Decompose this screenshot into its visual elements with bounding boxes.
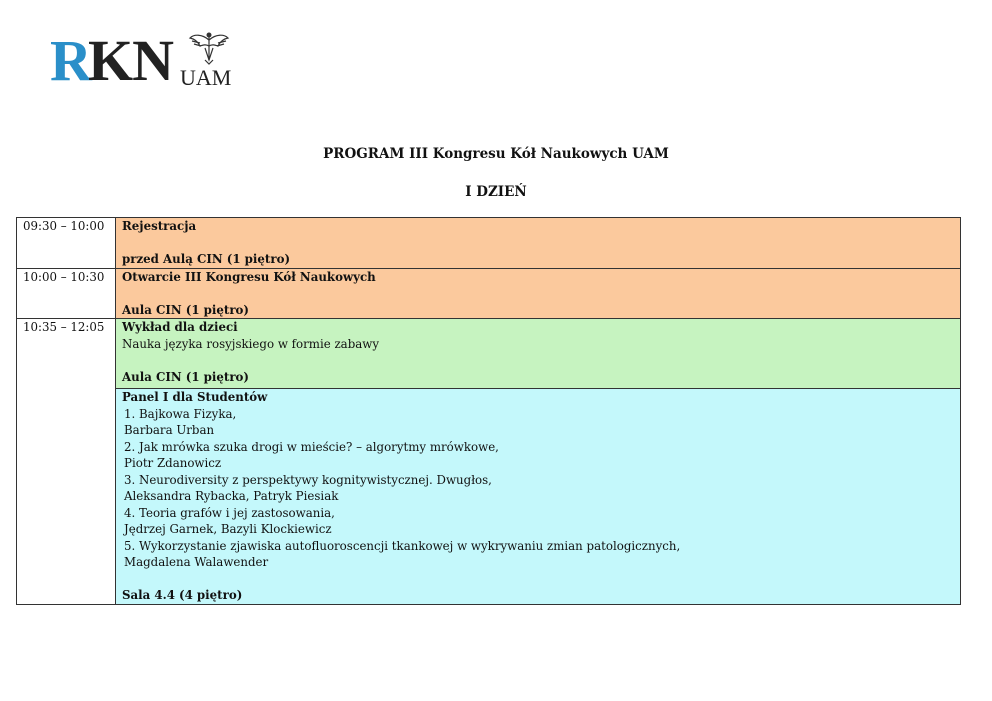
logo-letters-kn: KN bbox=[88, 28, 173, 93]
session-subtitle: Nauka języka rosyjskiego w formie zabawy bbox=[122, 336, 380, 351]
list-item: 4. Teoria grafów i jej zastosowania, bbox=[124, 505, 335, 520]
logo-uam-text: UAM bbox=[180, 65, 232, 90]
list-item: 3. Neurodiversity z perspektywy kognitywistycznej. Dwugłos, bbox=[124, 472, 492, 487]
session-location: Sala 4.4 (4 piętro) bbox=[122, 588, 243, 602]
list-item: Jędrzej Garnek, Bazyli Klockiewicz bbox=[124, 522, 332, 536]
session-cell bbox=[116, 389, 961, 605]
program-title: PROGRAM III Kongresu Kół Naukowych UAM bbox=[323, 146, 669, 162]
session-location: Aula CIN (1 piętro) bbox=[122, 302, 250, 317]
session-cell bbox=[116, 268, 961, 319]
time-cell: 10:35 – 12:05 bbox=[17, 319, 116, 605]
session-cell bbox=[116, 218, 961, 269]
session-title: Rejestracja bbox=[122, 219, 197, 233]
day-heading: I DZIEŃ bbox=[465, 184, 527, 200]
rkn-uam-logo bbox=[50, 30, 240, 92]
table-row bbox=[17, 389, 961, 605]
session-title: Wykład dla dzieci bbox=[122, 320, 238, 334]
session-location: Aula CIN (1 piętro) bbox=[122, 369, 250, 384]
list-item: 5. Wykorzystanie zjawiska autofluoroscencji tkankowej w wykrywaniu zmian patologicznych, bbox=[124, 538, 681, 553]
list-item: 2. Jak mrówka szuka drogi w mieście? – algorytmy mrówkowe, bbox=[124, 439, 499, 454]
list-item: 1. Bajkowa Fizyka, bbox=[124, 406, 237, 421]
table-row bbox=[17, 319, 961, 389]
time-cell: 09:30 – 10:00 bbox=[17, 218, 116, 269]
session-location: przed Aulą CIN (1 piętro) bbox=[122, 252, 291, 266]
session-title: Panel I dla Studentów bbox=[122, 390, 268, 404]
list-item: Barbara Urban bbox=[124, 423, 215, 437]
program-table bbox=[16, 217, 961, 605]
session-title: Otwarcie III Kongresu Kół Naukowych bbox=[122, 269, 376, 284]
panel-list bbox=[122, 406, 956, 571]
table-row bbox=[17, 268, 961, 319]
session-cell bbox=[116, 319, 961, 389]
time-cell: 10:00 – 10:30 bbox=[17, 268, 116, 319]
table-row bbox=[17, 218, 961, 269]
list-item: Piotr Zdanowicz bbox=[124, 456, 222, 470]
list-item: Aleksandra Rybacka, Patryk Piesiak bbox=[124, 489, 339, 503]
list-item: Magdalena Walawender bbox=[124, 555, 269, 569]
eagle-icon bbox=[188, 30, 230, 66]
logo-letter-r: R bbox=[50, 28, 91, 93]
